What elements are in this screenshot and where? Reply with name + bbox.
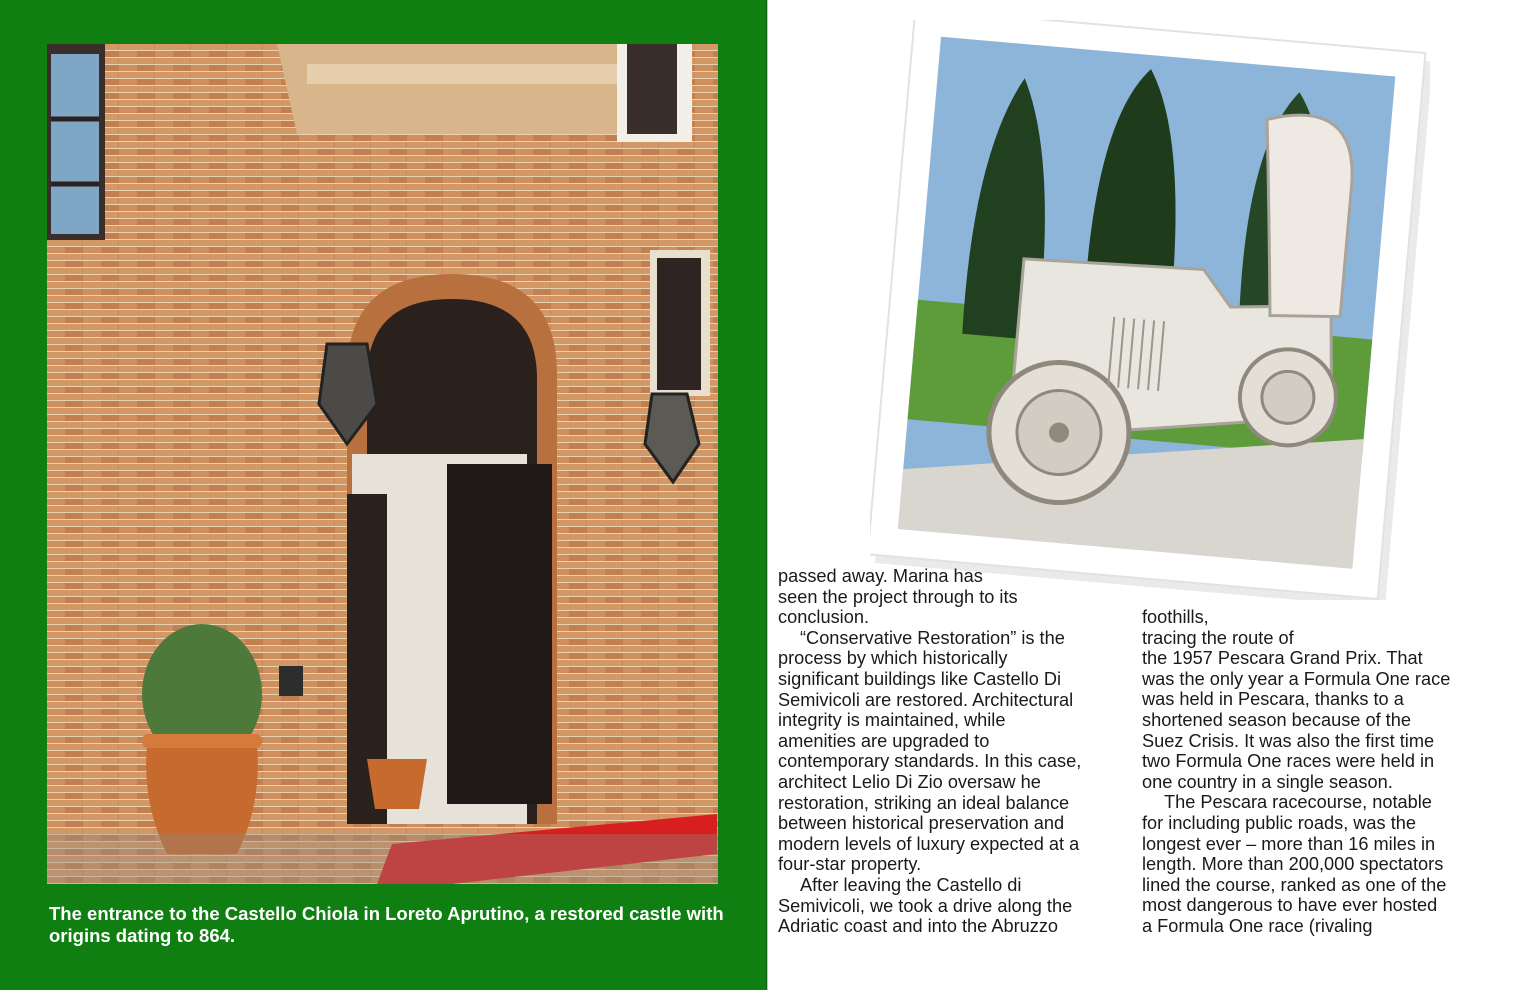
article-line: modern levels of luxury expected at a: [778, 833, 1080, 854]
article-line: process by which historically: [778, 648, 1008, 669]
car-sculpture-photo: [870, 20, 1430, 600]
article-line: passed away. Marina has: [778, 566, 983, 586]
page-gutter: [766, 0, 768, 990]
article-line: significant buildings like Castello Di: [778, 668, 1062, 689]
article-line: one country in a single season.: [1142, 771, 1393, 792]
article-line: Semivicoli, we took a drive along the: [778, 895, 1073, 916]
article-line: lined the course, ranked as one of the: [1142, 874, 1447, 895]
article-line: contemporary standards. In this case,: [778, 751, 1082, 772]
article-line: length. More than 200,000 spectators: [1142, 854, 1444, 875]
article-line: integrity is maintained, while: [778, 710, 1006, 731]
photo-caption: The entrance to the Castello Chiola in Loreto Aprutino, a restored castle with origins dating to 864.: [49, 903, 724, 946]
article-line: Semivicoli are restored. Architectural: [778, 689, 1074, 710]
article-line: restoration, striking an ideal balance: [778, 792, 1070, 813]
article-line: Suez Crisis. It was also the first time: [1142, 730, 1435, 751]
article-line: for including public roads, was the: [1142, 812, 1416, 833]
article-line: most dangerous to have ever hosted: [1142, 895, 1438, 916]
article-line: “Conservative Restoration” is the: [800, 627, 1065, 648]
article-line: Adriatic coast and into the Abruzzo: [778, 916, 1059, 937]
article-line: tracing the route of: [1142, 627, 1294, 648]
article-line: architect Lelio Di Zio oversaw he: [778, 771, 1041, 792]
article-line: seen the project through to its: [778, 586, 1018, 607]
article-line: shortened season because of the: [1142, 709, 1411, 730]
article-line: was the only year a Formula One race: [1142, 668, 1451, 689]
castle-entrance-photo: [47, 44, 718, 884]
article-line: amenities are upgraded to: [778, 730, 990, 751]
article-column-1: [778, 566, 1123, 937]
article-line: conclusion.: [778, 607, 869, 628]
article-line: four-star property.: [778, 854, 922, 875]
article-column-2: [1142, 607, 1492, 937]
article-line: The Pescara racecourse, notable: [1164, 792, 1432, 813]
article-line: longest ever – more than 16 miles in: [1142, 833, 1436, 854]
article-line: foothills,: [1142, 607, 1209, 627]
article-line: the 1957 Pescara Grand Prix. That: [1142, 648, 1423, 669]
article-line: between historical preservation and: [778, 813, 1065, 834]
article-line: was held in Pescara, thanks to a: [1142, 689, 1404, 710]
article-line: two Formula One races were held in: [1142, 751, 1435, 772]
article-line: a Formula One race (rivaling: [1142, 915, 1373, 936]
article-line: After leaving the Castello di: [800, 874, 1022, 895]
